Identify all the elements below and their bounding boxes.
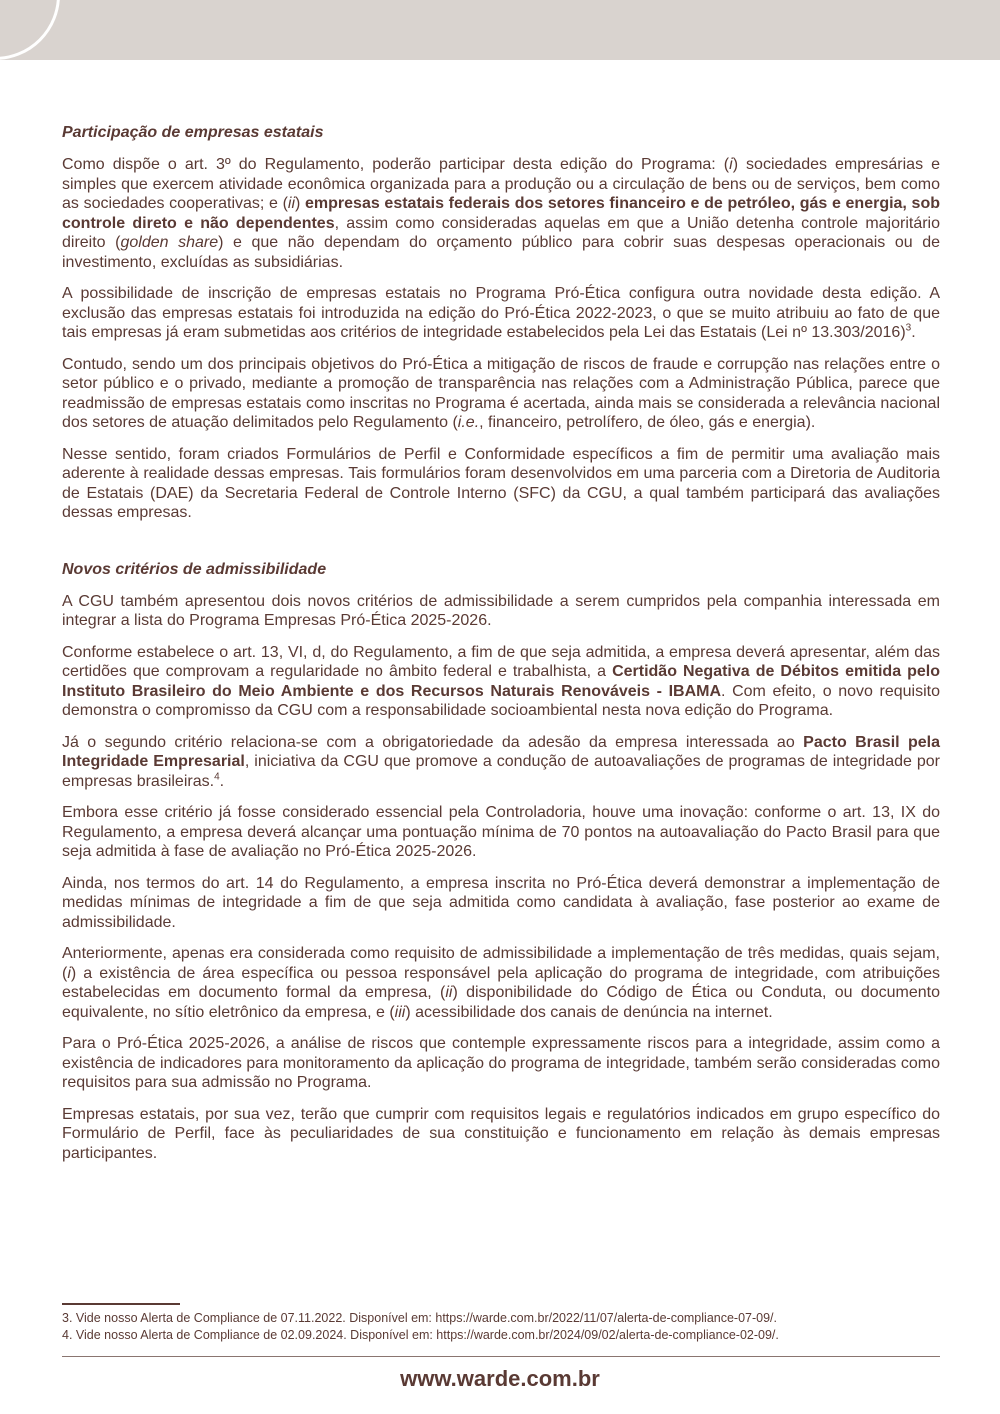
section-heading-admissibilidade: Novos critérios de admissibilidade — [62, 560, 327, 578]
paragraph: Como dispõe o art. 3º do Regulamento, poderão participar desta edição do Programa: (i) sociedades empresárias e simples que exercem atividade econômica organizada para a produção ou a circulação de bens ou de serviços, bem como as sociedades cooperativas; e (ii) empresas estatais federais dos setores financeiro e de petróleo, gás e energia, sob controle direto e não dependentes, assim como consideradas aquelas em que a União detenha controle majoritário direito (golden share) e que não dependam do orçamento público para cobrir suas despesas operacionais ou de investimento, excluídas as subsidiárias. — [62, 156, 941, 271]
paragraph: Já o segundo critério relaciona-se com a obrigatoriedade da adesão da empresa interessada ao Pacto Brasil pela Integridade Empresarial, iniciativa da CGU que promove a condução de autoavaliações de programas de integridade por empresas brasileiras.$^4$. — [62, 733, 941, 790]
footnote-ref-4[interactable]: 4 — [214, 771, 220, 783]
footnote-ref-3[interactable]: 3 — [905, 322, 912, 334]
section-heading-estatais: Participação de empresas estatais — [62, 124, 324, 141]
footnote-4[interactable]: 4. Vide nosso Alerta de Compliance de 02.09.2024. Disponível em: https://warde.com.br/2024/09/02/alerta-de-compliance-02-09/. — [62, 1328, 779, 1342]
paragraph: Empresas estatais, por sua vez, terão que cumprir com requisitos legais e regulatórios indicados em grupo específico do Formulário de Perfil, face às peculiaridades de sua constituição e funcionamento em relação às demais empresas participantes. — [62, 1105, 940, 1162]
paragraph: A possibilidade de inscrição de empresas estatais no Programa Pró-Ética configura outra novidade desta edição. A exclusão das empresas estatais foi introduzida na edição do Pró-Ética 2022-2023, o que se muito atribuiu ao fato de que tais empresas já eram submetidas aos critérios de integridade estabelecidos pela Lei das Estatais (Lei nº 13.303/2016)$^3$. — [62, 285, 940, 341]
paragraph: Anteriormente, apenas era considerada como requisito de admissibilidade a implementação de três medidas, quais sejam, (i) a existência de área específica ou pessoa responsável pela aplicação do programa de integridade, com atribuições estabelecidas em documento formal da empresa, (ii) disponibilidade do Código de Ética ou Conduta, ou documento equivalente, no sítio eletrônico da empresa, e (iii) acessibilidade dos canais de denúncia na internet. — [62, 945, 940, 1021]
decorative-corner-arc — [0, 0, 60, 60]
paragraph: Nesse sentido, foram criados Formulários de Perfil e Conformidade específicos a fim de permitir uma avaliação mais aderente à realidade dessas empresas. Tais formulários foram desenvolvidos em uma parceria com a Diretoria de Auditoria de Estatais (DAE) da Secretaria Federal de Controle Interno (SFC) da CGU, a qual também participará das avaliações dessas empresas. — [62, 445, 940, 521]
paragraph: Embora esse critério já fosse considerado essencial pela Controladoria, houve uma inovação: conforme o art. 13, IX do Regulamento, a empresa deverá alcançar uma pontuação mínima de 70 pontos na autoavaliação do Pacto Brasil para que seja admitida à fase de avaliação no Pró-Ética 2025-2026. — [62, 804, 940, 860]
paragraph: A CGU também apresentou dois novos critérios de admissibilidade a serem cumpridos pela companhia interessada em integrar a lista do Programa Empresas Pró-Ética 2025-2026. — [62, 592, 940, 629]
website-link[interactable]: www.warde.com.br — [400, 1366, 600, 1391]
paragraph: Contudo, sendo um dos principais objetivos do Pró-Ética a mitigação de riscos de fraude e corrupção nas relações entre o setor público e o privado, mediante a promoção de transparência nas relações com a Administração Pública, parece que readmissão de empresas estatais como inscritas no Programa é acertada, ainda mais se considerada a relevância nacional dos setores de atuação delimitados pelo Regulamento (i.e., financeiro, petrolífero, de óleo, gás e energia). — [62, 355, 940, 431]
article-body — [62, 122, 940, 1175]
paragraph: Conforme estabelece o art. 13, VI, d, do Regulamento, a fim de que seja admitida, a empresa deverá apresentar, além das certidões que comprovam a regularidade no âmbito federal e trabalhista, a Certidão Negativa de Débitos emitida pelo Instituto Brasileiro do Meio Ambiente e dos Recursos Naturais Renováveis - IBAMA. Com efeito, o novo requisito demonstra o compromisso da CGU com a responsabilidade socioambiental nesta nova edição do Programa. — [62, 643, 941, 719]
footer-divider — [62, 1356, 940, 1357]
footnote-divider — [62, 1303, 180, 1305]
footnotes — [62, 1310, 940, 1344]
footnote-3[interactable]: 3. Vide nosso Alerta de Compliance de 07.11.2022. Disponível em: https://warde.com.br/2022/11/07/alerta-de-compliance-07-09/. — [62, 1311, 778, 1325]
header-band — [0, 0, 1000, 60]
paragraph: Ainda, nos termos do art. 14 do Regulamento, a empresa inscrita no Pró-Ética deverá demonstrar a implementação de medidas mínimas de integridade a fim de que seja admitida como candidata à avaliação, fase posterior ao exame de admissibilidade. — [62, 874, 940, 931]
paragraph: Para o Pró-Ética 2025-2026, a análise de riscos que contemple expressamente riscos para a integridade, assim como a existência de indicadores para monitoramento da aplicação do programa de integridade, também serão consideradas como requisitos para sua admissão no Programa. — [62, 1035, 940, 1091]
